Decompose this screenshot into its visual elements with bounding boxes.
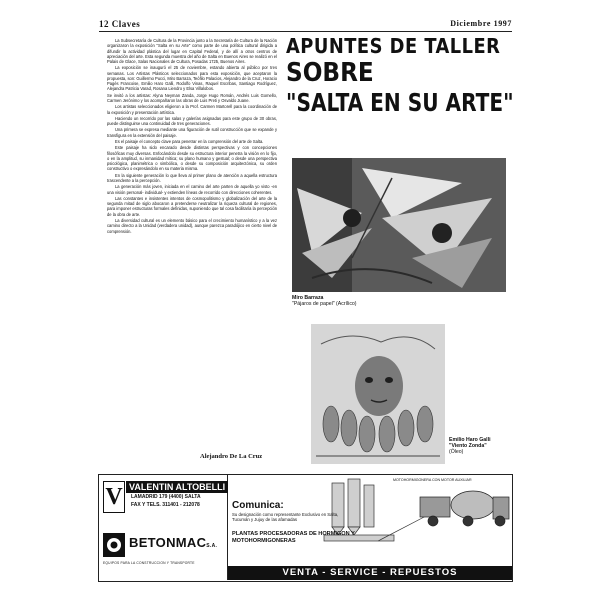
v-logo-icon: V (103, 481, 125, 513)
page-header (99, 19, 512, 32)
caption-medium: (Óleo) (449, 449, 464, 456)
author-signature: Alejandro De La Cruz (200, 453, 263, 460)
article-body (107, 38, 277, 235)
artwork-photo-1 (292, 158, 506, 292)
betonmac-tagline: EQUIPOS PARA LA CONSTRUCCION Y TRANSPORTE (103, 561, 195, 565)
title-line-3: "SALTA EN SU ARTE" (286, 88, 514, 117)
valentin-phone: FAX Y TELS. 311401 - 212078 (131, 502, 200, 508)
ad-valentin-betonmac (99, 475, 228, 580)
betonmac-mark-icon (103, 533, 125, 557)
article-paragraph: Una primera se expresa mediante una figuración de sutil construcción que se expande y transfigura en la extensión del paisaje. (107, 127, 277, 138)
issue-date: Diciembre 1997 (450, 19, 512, 28)
caption-artist: Miro Barraza (292, 295, 324, 301)
article-paragraph: La diversidad cultural es un elemento básico para el crecimiento humanístico y a la vez camino directo a la Unidad (verdadera unidad), aunque parezca paradójico en cierto nivel de comprensión. (107, 218, 277, 234)
ad-comunica (228, 475, 512, 580)
valentin-name: VALENTIN ALTOBELLI (126, 481, 228, 493)
betonmac-logo (103, 533, 223, 563)
caption-artist: Emilio Haro Galli (449, 437, 491, 443)
caption-work: "Pájaros de papel" (Acrílico) (292, 301, 357, 308)
comunica-heading: Comunica: (232, 500, 284, 511)
viento-zonda-painting (311, 324, 445, 464)
betonmac-name: BETONMACS.A. (129, 535, 218, 550)
valentin-address: LAMADRID 179 (4400) SALTA (131, 494, 201, 500)
article-paragraph: La Subsecretaría de Cultura de la Provincia junto a la Secretaría de Cultura de la Nación organizaron la exposición "Salta en su Arte" como parte de una política cultural dirigida a difundir la actividad plástica del lugar en Capital Federal, y de allí a otros centros de apreciación del arte. Esta segunda muestra del año de Salta en Buenos Aires se realizó en el Palais de Glace, Salas Nacionales de Cultura, Posadas 1725, Buenos Aires. (107, 38, 277, 64)
caption-work: "Viento Zonda" (449, 443, 487, 450)
title-line-1: APUNTES DE TALLER (286, 34, 501, 58)
motor-label: MOTOHORMIGONERA CON MOTOR AUXILIAR (393, 478, 472, 482)
article-paragraph: Haciendo un recorrido por las salas y galerías asignadas para este grupo de 30 obras, puede distinguirse una continuidad de tres generaciones. (107, 115, 277, 127)
article-paragraph: En la siguiente generación lo que lleva al primer plano de atención a aquella estructura trascendente a la percepción. (107, 172, 277, 183)
article-paragraph: La generación más joven, iniciada en el camino del arte parten de aquella yo visto -en una visión personal- individual- y extienden líneas de recorrido con direcciones coherentes. (107, 184, 277, 195)
article-paragraph: Es el paisaje el concepto clave para penetrar en la comprensión del arte de Salta. (115, 139, 264, 145)
comunica-products: PLANTAS PROCESADORAS DE HORMIGON Y MOTOHORMIGONERAS (232, 531, 355, 544)
paper-birds-painting (292, 158, 506, 292)
article-paragraph: Se invitó a los artistas: Alyna Neyman Zanda, Jorge Hugo Román, Andrés Luis Gomello, Carmen Jerónimo y los acompañaron las obras de Luis Preti y Osvaldo Juane. (107, 92, 277, 103)
article-paragraph: Este paisaje ha sido encarado desde distintas perspectivas y con concepciones filosóficas muy diversas. Enfocándolo desde su estructura interior penetra la visión en lo fijo, o en la amplitud, su inmanidad mítica; su plano humano y gestual; o desde una perspectiva psicológica, planimétrica o simbólica, o desde su composición arquitectónica, su orden constructivo o expresándolo en su materia misma. (107, 145, 277, 172)
title-line-2: SOBRE (286, 58, 374, 88)
section-label: 12 Claves (99, 19, 141, 29)
comunica-text: Su designación como representante Exclusivo en Salta, Tucumán y Jujuy de las afamadas (232, 512, 339, 523)
article-paragraph: Los artistas seleccionados eligieron a la Prof. Carmen Martorell para la coordinación de la exposición y presentación artística. (107, 104, 277, 115)
caption-1 (292, 295, 506, 307)
article-paragraph: La exposición se inauguró el 25 de noviembre, estando abierta al público por tres semanas. Los Artistas Plásticos seleccionados para esta exposición, que aceptaron la propuesta, son: Guillermo Pucci, Miro Barraza, Teófilo Palacios, Alejandro de la Cruz, Horacio Pagés Francoise, Emilio Haro Galli, Rodolfo Vinas, Raquel Escribas, Santiago Rodríguez, Alejandra Patricia Varad, Rosana Liendro y Elsa Villalobos. (107, 65, 277, 92)
caption-2 (449, 437, 509, 456)
article-title (286, 36, 516, 115)
artwork-photo-2 (311, 324, 445, 464)
article-paragraph: Las constantes e insistentes intentos de cosmopolitismo y globalización del arte de la segunda mitad de siglo abocaron a pretenderse neutralizar la riqueza cultural de regiones, para imponer estructuras formales definidas, suponiendo que tal cosa facilitaría la percepción de la obra de arte. (107, 195, 277, 217)
sales-banner: VENTA - SERVICE - REPUESTOS (228, 566, 512, 580)
advertisement-block (98, 474, 513, 582)
